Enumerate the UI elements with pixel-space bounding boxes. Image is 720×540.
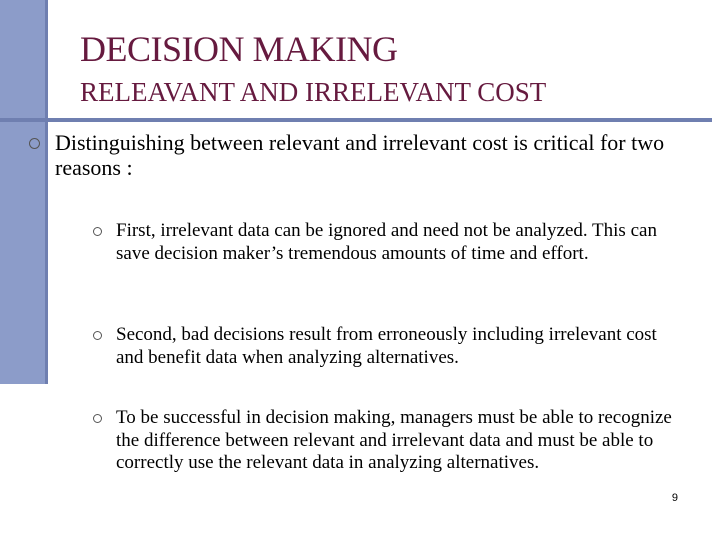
bullet-circle-icon [93, 414, 102, 423]
bullet-circle-icon [29, 138, 40, 149]
main-bullet [29, 130, 689, 180]
sub-bullet-text: Second, bad decisions result from erroneously including irrelevant cost and benefit data when analyzing alternatives. [116, 324, 657, 368]
title-block [80, 28, 710, 108]
page-number: 9 [671, 492, 678, 504]
sub-bullet-2 [93, 324, 683, 369]
decorative-sidebar [0, 0, 48, 384]
bullet-circle-icon [93, 331, 102, 340]
slide-title: DECISION MAKING [80, 29, 398, 69]
sub-bullet-text: First, irrelevant data can be ignored and need not be analyzed. This can save decision maker’s tremendous amounts of time and effort. [116, 220, 657, 264]
sub-bullet-1 [93, 220, 683, 265]
main-bullet-text: Distinguishing between relevant and irrelevant cost is critical for two reasons : [55, 130, 665, 180]
sub-bullet-text: To be successful in decision making, managers must be able to recognize the difference between relevant and irrelevant data and must be able to correctly use the relevant data in analyzing alternatives. [116, 407, 672, 473]
title-divider [0, 118, 712, 122]
slide-subtitle: RELEAVANT AND IRRELEVANT COST [80, 77, 547, 107]
sub-bullet-3 [93, 407, 683, 475]
bullet-circle-icon [93, 227, 102, 236]
